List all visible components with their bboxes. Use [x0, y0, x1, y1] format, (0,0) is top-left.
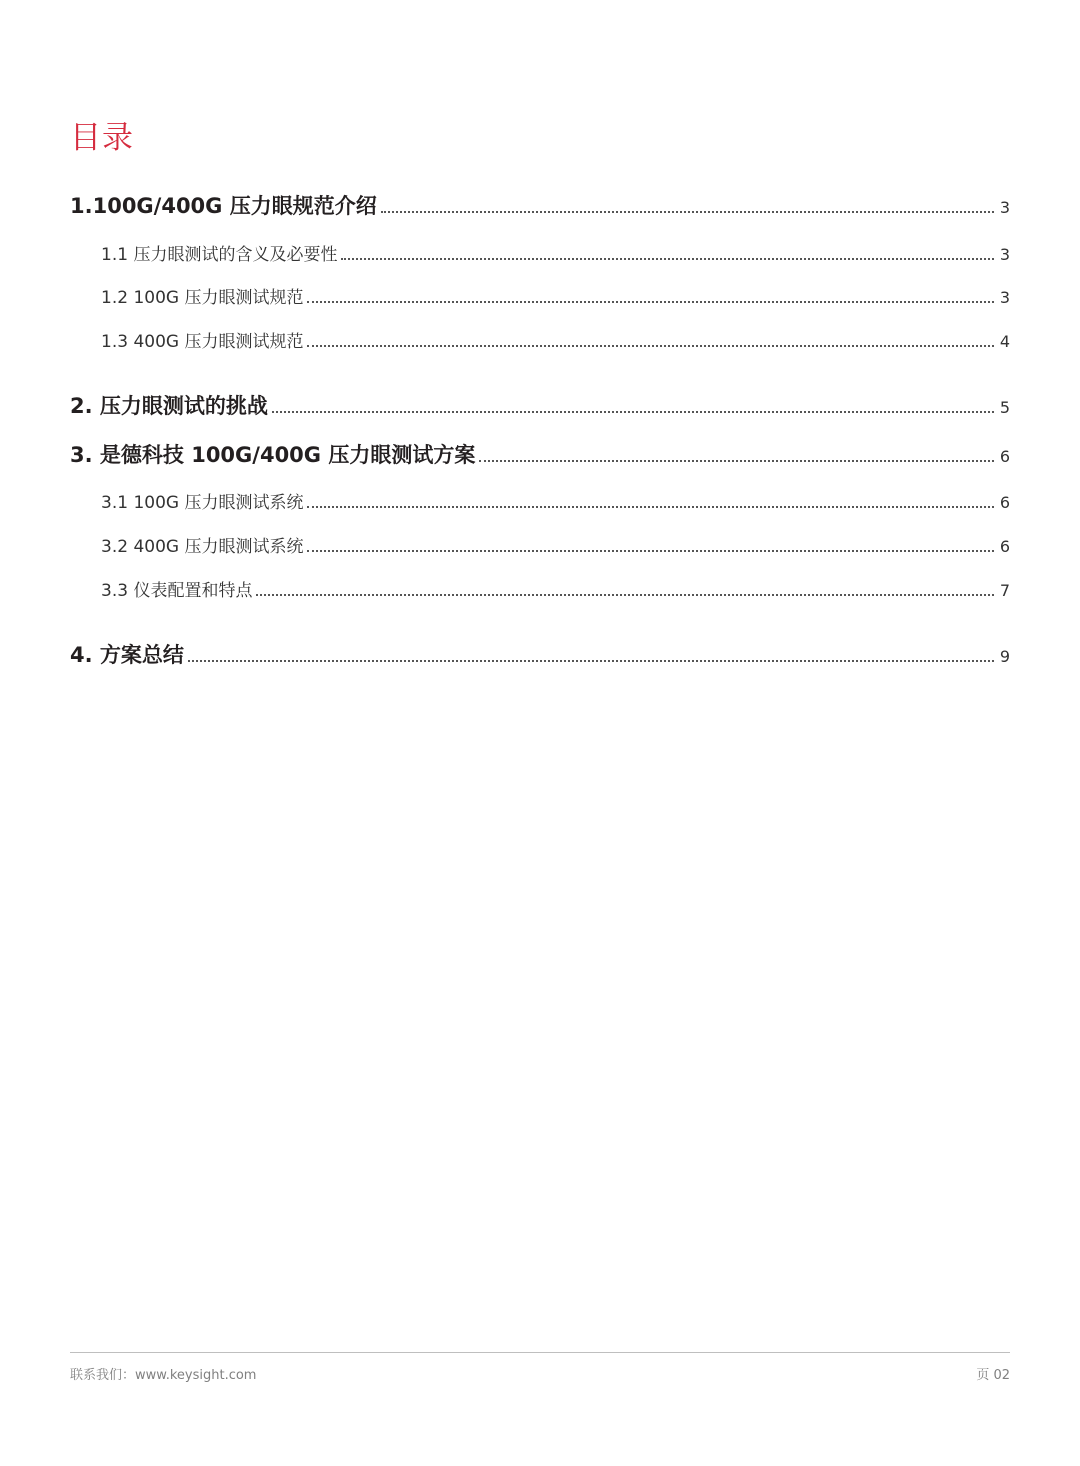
toc-page-number: 3 — [999, 288, 1010, 307]
toc-entry-label: 1.1 压力眼测试的含义及必要性 — [101, 245, 338, 265]
toc-entry-label: 3.3 仪表配置和特点 — [101, 581, 253, 601]
toc-dot-leader — [256, 594, 993, 596]
toc-entry-1-2[interactable] — [101, 283, 1010, 308]
toc-entry-3-1[interactable] — [101, 488, 1010, 513]
footer-contact-link[interactable]: 联系我们：www.keysight.com — [70, 1368, 257, 1383]
toc-entry-1[interactable] — [70, 190, 1010, 220]
footer-page-number: 页 02 — [976, 1368, 1010, 1383]
toc-dot-leader — [381, 211, 994, 213]
toc-entry-label: 1.2 100G 压力眼测试规范 — [101, 288, 304, 308]
toc-page-number: 9 — [999, 647, 1010, 666]
toc-entry-label: 3.1 100G 压力眼测试系统 — [101, 493, 304, 513]
toc-page-number: 7 — [999, 581, 1010, 600]
toc-entry-label: 3. 是德科技 100G/400G 压力眼测试方案 — [70, 443, 476, 467]
toc-page-number: 3 — [999, 245, 1010, 264]
toc-entry-1-3[interactable] — [101, 327, 1010, 352]
toc-entry-label: 2. 压力眼测试的挑战 — [70, 394, 268, 418]
toc-dot-leader — [479, 460, 993, 462]
toc-dot-leader — [307, 345, 993, 347]
toc-entry-label: 1.100G/400G 压力眼规范介绍 — [70, 194, 377, 218]
toc-dot-leader — [307, 550, 993, 552]
toc-page-number: 6 — [999, 537, 1010, 556]
toc-entry-label: 4. 方案总结 — [70, 643, 184, 667]
toc-page-number: 5 — [999, 398, 1010, 417]
toc-dot-leader — [272, 411, 994, 413]
toc-entry-3-3[interactable] — [101, 576, 1010, 601]
toc-dot-leader — [307, 506, 993, 508]
page-title: 目录 — [70, 120, 134, 156]
toc-entry-2[interactable] — [70, 390, 1010, 420]
toc-page-number: 6 — [999, 447, 1010, 466]
toc-entry-label: 1.3 400G 压力眼测试规范 — [101, 332, 304, 352]
toc-entry-4[interactable] — [70, 639, 1010, 669]
toc-page-number: 4 — [999, 332, 1010, 351]
toc-entry-1-1[interactable] — [101, 240, 1010, 265]
toc-entry-3-2[interactable] — [101, 532, 1010, 557]
footer-divider — [70, 1352, 1010, 1353]
toc-entry-label: 3.2 400G 压力眼测试系统 — [101, 537, 304, 557]
toc-entry-3[interactable] — [70, 439, 1010, 469]
toc-dot-leader — [307, 301, 993, 303]
toc-dot-leader — [341, 258, 993, 260]
toc-page-number: 3 — [999, 198, 1010, 217]
toc-page-number: 6 — [999, 493, 1010, 512]
toc-dot-leader — [188, 660, 994, 662]
